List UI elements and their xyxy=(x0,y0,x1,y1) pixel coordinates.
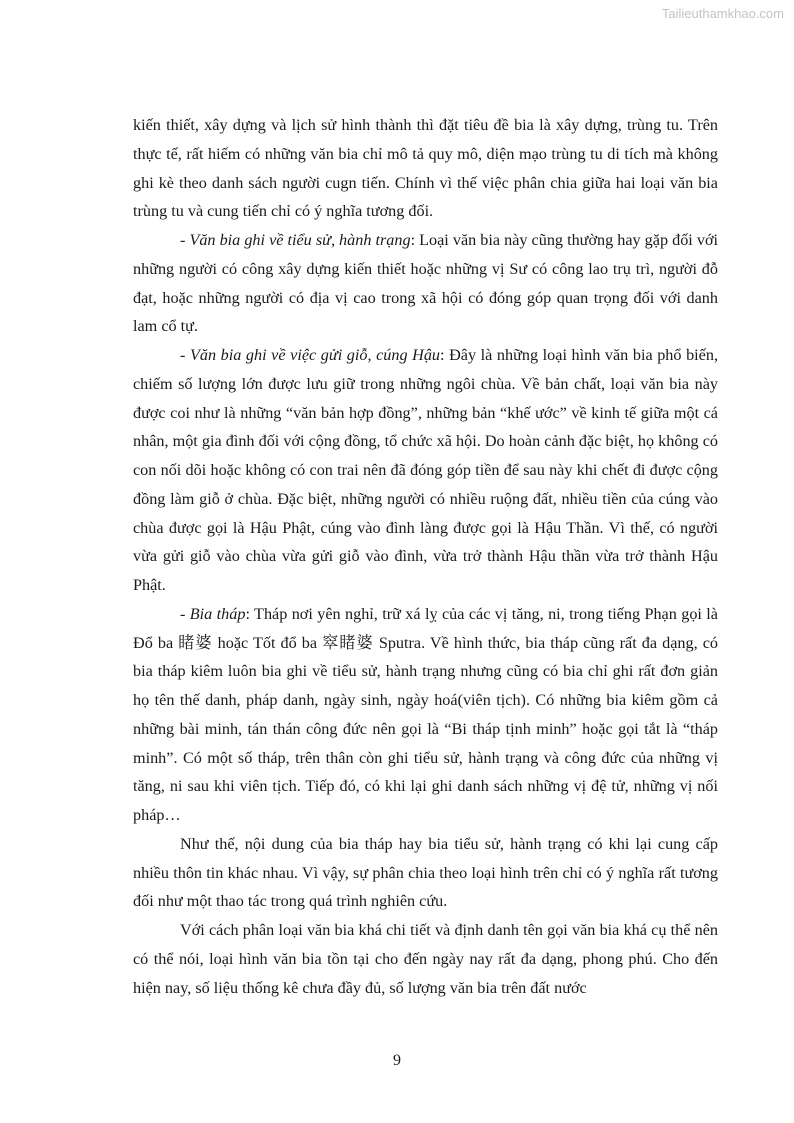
paragraph-1-text: kiến thiết, xây dựng và lịch sử hình thành thì đặt tiêu đề bia là xây dựng, trùng tu. Trên thực tế, rất hiếm có những văn bia chỉ mô tả quy mô, diện mạo trùng tu di tích mà không ghi kè theo danh sách người cugn tiến. Chính vì thế việc phân chia giữa hai loại văn bia trùng tu và cung tiến chỉ có ý nghĩa tương đối. xyxy=(133,116,718,221)
page-number: 9 xyxy=(393,1052,401,1069)
paragraph-2-lead: - Văn bia ghi về tiểu sử, hành trạng xyxy=(180,231,411,249)
watermark: Tailieuthamkhao.com xyxy=(661,6,784,21)
paragraph-6-text: Với cách phân loại văn bia khá chi tiết và định danh tên gọi văn bia khá cụ thể nên có thể nói, loại hình văn bia tồn tại cho đến ngày nay rất đa dạng, phong phú. Cho đến hiện nay, số liệu thống kê chưa đầy đủ, số lượng văn bia trên đất nước xyxy=(133,921,718,997)
paragraph-6 xyxy=(133,916,718,1002)
document-body xyxy=(133,111,718,1002)
paragraph-2-text: : Loại văn bia này cũng thường hay gặp đối với những người có công xây dựng kiến thiết hoặc những vị Sư có công lao trụ trì, người đỗ đạt, hoặc những người có địa vị cao trong xã hội có đóng góp quan trọng đối với danh lam cổ tự. xyxy=(133,231,719,336)
paragraph-3 xyxy=(133,341,718,600)
paragraph-3-text: : Đây là những loại hình văn bia phổ biến, chiếm số lượng lớn được lưu giữ trong những ngôi chùa. Về bản chất, loại văn bia này được coi như là những “văn bản hợp đồng”, những bản “khế ước” về kinh tế giữa một cá nhân, một gia đình đối với cộng đồng, tổ chức xã hội. Do hoàn cảnh đặc biệt, họ không có con nối dõi hoặc không có con trai nên đã đóng góp tiền để sau này khi chết đi được cộng đồng làm giỗ ở chùa. Đặc biệt, những người có nhiều ruộng đất, nhiều tiền của cúng vào chùa được gọi là Hậu Phật, cúng vào đình làng được gọi là Hậu Thần. Vì thế, có người vừa gửi giỗ vào chùa vừa gửi giỗ vào đình, vừa trở thành Hậu thần vừa trở thành Hậu Phật. xyxy=(133,346,718,594)
paragraph-4 xyxy=(133,600,718,830)
paragraph-3-lead: - Văn bia ghi về việc gửi giỗ, cúng Hậu xyxy=(180,346,441,364)
paragraph-5-text: Như thế, nội dung của bia tháp hay bia tiểu sử, hành trạng có khi lại cung cấp nhiều thôn tin khác nhau. Vì vậy, sự phân chia theo loại hình trên chỉ có ý nghĩa rất tương đối như một thao tác trong quá trình nghiên cứu. xyxy=(133,834,718,911)
paragraph-1 xyxy=(133,111,718,226)
paragraph-2 xyxy=(133,226,718,341)
paragraph-4-text: : Tháp nơi yên nghỉ, trữ xá lỵ của các vị tăng, ni, trong tiếng Phạn gọi là Đổ ba 睹婆 hoặc Tốt đổ ba 窣睹婆 Sputra. Về hình thức, bia tháp cũng rất đa dạng, có bia tháp kiêm luôn bia ghi về tiểu sử, hành trạng nhưng cũng có bia chỉ ghi rất đơn giản họ tên thế danh, pháp danh, ngày sinh, ngày hoá(viên tịch). Có những bia kiêm gồm cả những bài minh, tán thán công đức nên gọi là “Bi tháp tịnh minh” hoặc gọi tắt là “tháp minh”. Có một số tháp, trên thân còn ghi tiểu sử, hành trạng và công đức của những vị tăng, ni sau khi viên tịch. Tiếp đó, có khi lại ghi danh sách những vị đệ tử, những vị nối pháp… xyxy=(133,604,718,824)
paragraph-5 xyxy=(133,830,718,916)
paragraph-4-lead: - Bia tháp xyxy=(180,604,246,623)
